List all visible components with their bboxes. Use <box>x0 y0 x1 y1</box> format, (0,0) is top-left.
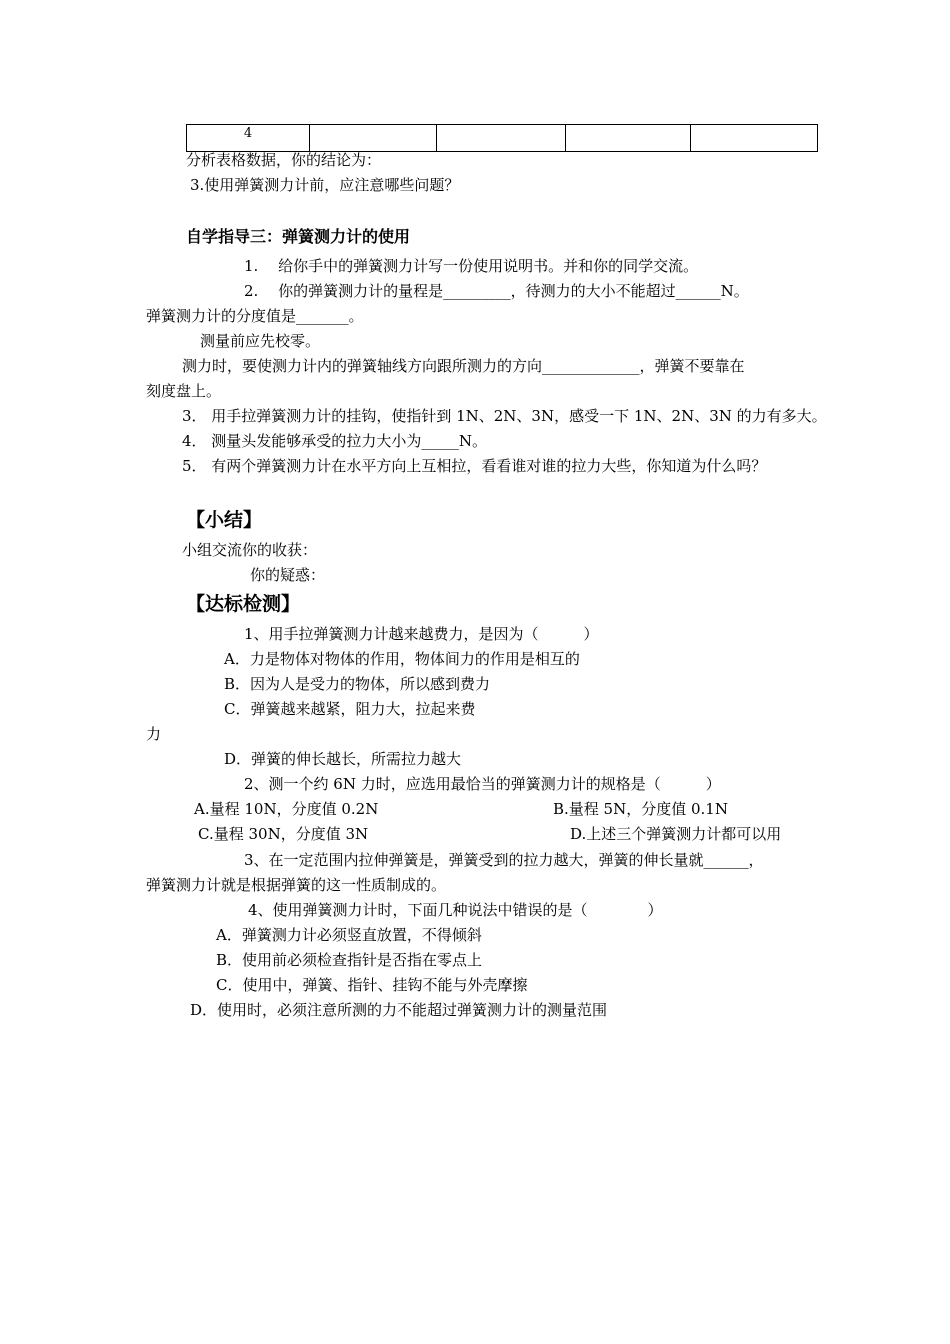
test-q2-option-c: C.量程 30N，分度值 3N <box>198 825 369 843</box>
table-cell <box>437 125 566 152</box>
table-cell <box>566 125 691 152</box>
table-cell: 4 <box>187 125 310 152</box>
guide-item-1: 1. 给你手中的弹簧测力计写一份使用说明书。并和你的同学交流。 <box>244 257 699 275</box>
guide-item-2-cont: 弹簧测力计的分度值是_______。 <box>146 307 364 325</box>
section-heading-3: 自学指导三：弹簧测力计的使用 <box>186 227 411 246</box>
summary-doubts: 你的疑惑： <box>250 566 326 584</box>
test-q2-option-b: B.量程 5N，分度值 0.1N <box>553 800 728 818</box>
test-question-3-cont: 弹簧测力计就是根据弹簧的这一性质制成的。 <box>146 876 447 894</box>
test-q2-option-d: D.上述三个弹簧测力计都可以用 <box>570 825 782 843</box>
test-question-2: 2、测一个约 6N 力时，应选用最恰当的弹簧测力计的规格是（ ） <box>244 775 721 793</box>
test-heading: 【达标检测】 <box>186 593 301 615</box>
test-q2-option-a: A.量程 10N，分度值 0.2N <box>194 800 379 818</box>
table-row <box>187 125 818 152</box>
conclusion-prompt: 分析表格数据，你的结论为： <box>186 151 382 169</box>
guide-item-3: 3． 用手拉弹簧测力计的挂钩，使指针到 1N、2N、3N，感受一下 1N、2N、3N 的力有多大。 <box>182 407 827 425</box>
test-q4-option-c: C．使用中，弹簧、指针、挂钩不能与外壳摩擦 <box>216 976 528 994</box>
question-3-precautions: 3.使用弹簧测力计前，应注意哪些问题？ <box>190 176 460 194</box>
test-q1-option-c-cont: 力 <box>146 725 162 743</box>
test-q1-option-d: D．弹簧的伸长越长，所需拉力越大 <box>224 750 462 768</box>
test-question-3: 3、在一定范围内拉伸弹簧是，弹簧受到的拉力越大，弹簧的伸长量就______， <box>244 851 764 869</box>
test-q1-option-c: C．弹簧越来越紧，阻力大，拉起来费 <box>224 700 476 718</box>
test-q4-option-a: A．弹簧测力计必须竖直放置，不得倾斜 <box>216 926 482 944</box>
test-q4-option-d: D．使用时，必须注意所测的力不能超过弹簧测力计的测量范围 <box>190 1001 608 1019</box>
summary-gains: 小组交流你的收获： <box>182 541 318 559</box>
table-cell <box>310 125 437 152</box>
test-q1-option-a: A．力是物体对物体的作用，物体间力的作用是相互的 <box>224 650 580 668</box>
guide-item-2-direction-cont: 刻度盘上。 <box>146 382 222 400</box>
data-table <box>186 124 818 152</box>
guide-item-2-direction: 测力时，要使测力计内的弹簧轴线方向跟所测力的方向_____________，弹簧不要靠在 <box>182 357 745 375</box>
guide-item-2: 2. 你的弹簧测力计的量程是_________，待测力的大小不能超过______N。 <box>244 282 749 300</box>
test-q1-option-b: B．因为人是受力的物体，所以感到费力 <box>224 675 491 693</box>
summary-heading: 【小结】 <box>186 509 263 531</box>
test-q4-option-b: B．使用前必须检查指针是否指在零点上 <box>216 951 483 969</box>
test-question-4: 4、使用弹簧测力计时，下面几种说法中错误的是（ ） <box>248 901 663 919</box>
guide-item-5: 5． 有两个弹簧测力计在水平方向上互相拉，看看谁对谁的拉力大些，你知道为什么吗？ <box>182 457 767 475</box>
guide-item-4: 4． 测量头发能够承受的拉力大小为_____N。 <box>182 432 487 450</box>
table-cell <box>691 125 818 152</box>
guide-item-2-zero: 测量前应先校零。 <box>200 332 321 350</box>
test-question-1: 1、用手拉弹簧测力计越来越费力，是因为（ ） <box>244 625 599 643</box>
